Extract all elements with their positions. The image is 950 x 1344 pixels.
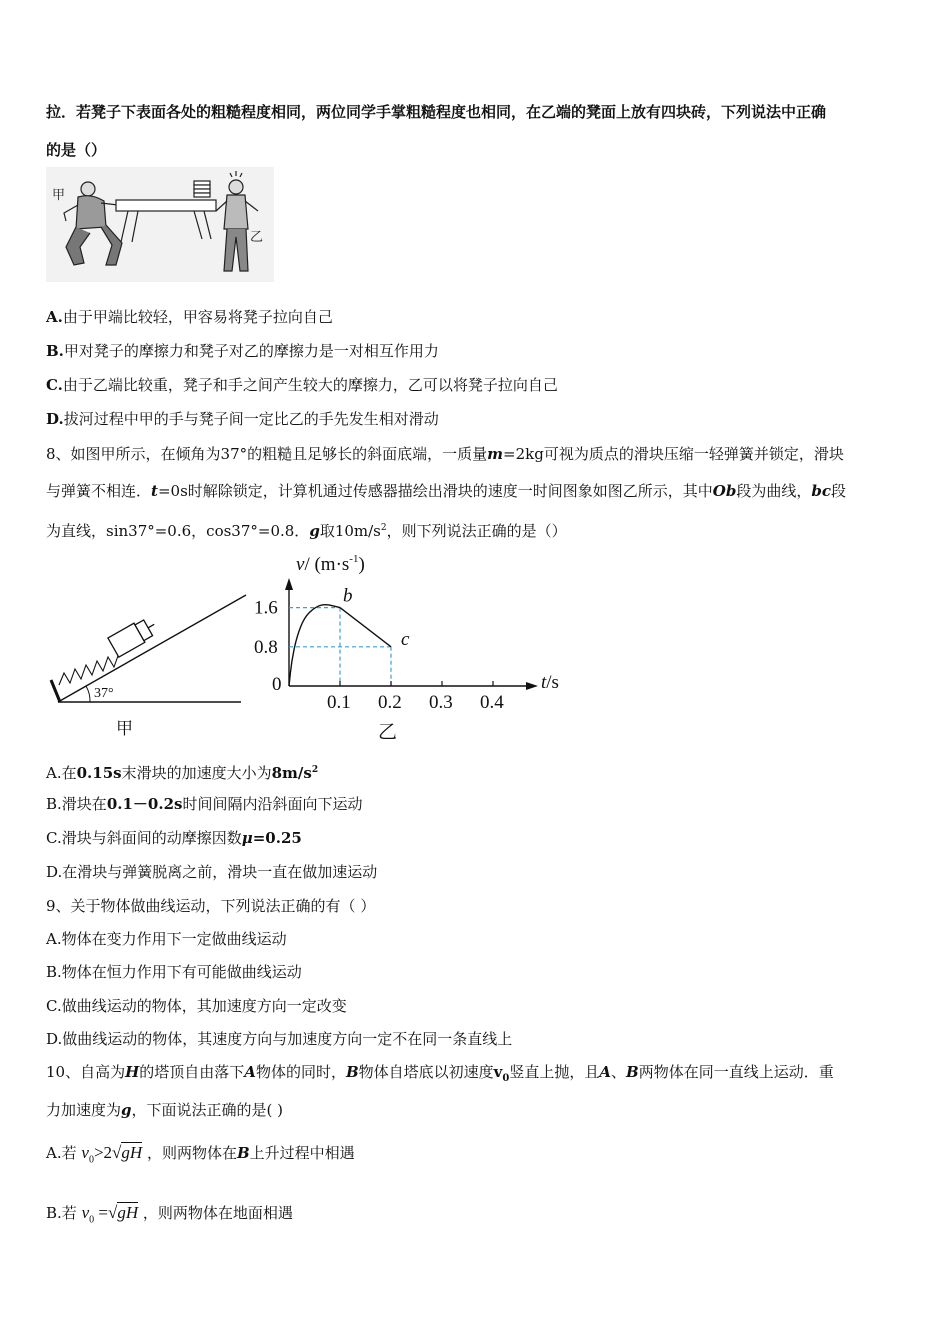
q9-option-a: A.物体在变力作用下一定做曲线运动 (46, 930, 287, 948)
q9-stem: 9、关于物体做曲线运动，下列说法正确的有（ ） (46, 897, 376, 915)
point-label-b: b (343, 585, 353, 607)
line-bc (340, 608, 391, 647)
q8-caption-jia: 甲 (116, 719, 133, 738)
q8-angle-label: 37° (94, 686, 114, 701)
q10-b-formula: $v_0 =√gH$ (81, 1203, 139, 1226)
q8-option-c: C.滑块与斜面间的动摩擦因数μ=0.25 (46, 829, 302, 847)
q8-stem-line2: 与弹簧不相连．t=0s时解除锁定，计算机通过传感器描绘出滑块的速度一时间图象如图乙所示，其中Ob段为曲线，bc段 (46, 482, 846, 500)
q7-fig-label-jia: 甲 (52, 187, 66, 202)
chart-caption: 乙 (378, 722, 398, 743)
q7-stem-line2: 的是（） (46, 141, 107, 159)
q9-option-c: C.做曲线运动的物体，其加速度方向一定改变 (46, 997, 347, 1015)
q8-stem-line1: 8、如图甲所示，在倾角为37°的粗糙且足够长的斜面底端，一质量m=2kg可视为质点的滑块压缩一轻弹簧并锁定，滑块 (46, 445, 844, 463)
y-tick-label-1: 0.8 (254, 636, 278, 658)
q7-option-b: B.甲对凳子的摩擦力和凳子对乙的摩擦力是一对相互作用力 (46, 342, 439, 360)
q10-stem-line2: 力加速度为g，下面说法正确的是( ) (46, 1101, 283, 1119)
x-axis-label: t/s (541, 672, 559, 693)
q7-option-a: A.由于甲端比较轻，甲容易将凳子拉向自己 (46, 308, 333, 326)
q10-a-formula: $v_0>2√gH$ (81, 1143, 143, 1166)
q8-vt-chart (254, 548, 576, 743)
q10-option-b: B.若 $v_0 =√gH$ ，则两物体在地面相遇 (46, 1198, 293, 1235)
q7-stem-line1: 拉．若凳子下表面各处的粗糙程度相同，两位同学手掌粗糙程度也相同，在乙端的凳面上放有四块砖，下列说法中正确 (46, 103, 827, 121)
q7-figure (46, 167, 274, 282)
y-axis-label: v/ $(m\cdot s^{-1})$ (296, 553, 365, 575)
y-axis-arrow (285, 578, 293, 590)
x-tick-label-1: 0.1 (327, 692, 351, 713)
q9-option-d: D.做曲线运动的物体，其速度方向与加速度方向一定不在同一条直线上 (46, 1030, 513, 1048)
q8-option-d: D.在滑块与弹簧脱离之前，滑块一直在做加速运动 (46, 863, 378, 881)
q7-fig-label-yi: 乙 (250, 229, 264, 244)
point-label-c: c (401, 628, 410, 650)
q8-option-b: B.滑块在0.1－0.2s时间间隔内沿斜面向下运动 (46, 795, 363, 813)
y-tick-label-2: 1.6 (254, 597, 278, 619)
q8-stem-line3: 为直线，sin37°=0.6，cos37°=0.8．g取$10m/s^2$，则下列说法正确的是（） (46, 522, 567, 540)
origin-label: 0 (272, 674, 282, 695)
q10-stem-line1: 10、自高为H的塔顶自由落下A物体的同时，B物体自塔底以初速度$v_0$竖直上抛，且A、B两物体在同一直线上运动．重 (46, 1063, 834, 1084)
curve-Ob (289, 605, 340, 686)
x-tick-label-4: 0.4 (480, 692, 504, 713)
x-tick-label-2: 0.2 (378, 692, 402, 713)
q9-option-b: B.物体在恒力作用下有可能做曲线运动 (46, 963, 302, 981)
q7-option-d: D.拔河过程中甲的手与凳子间一定比乙的手先发生相对滑动 (46, 410, 439, 428)
q8-option-a: A.在0.15s末滑块的加速度大小为$8m/s^2$ (46, 764, 319, 782)
x-axis-arrow (526, 682, 538, 690)
q7-option-c: C.由于乙端比较重，凳子和手之间产生较大的摩擦力，乙可以将凳子拉向自己 (46, 376, 558, 394)
q10-option-a: A.若 $v_0>2√gH$ ，则两物体在B上升过程中相遇 (46, 1138, 355, 1175)
x-tick-label-3: 0.3 (429, 692, 453, 713)
q8-figure-jia (46, 585, 256, 745)
